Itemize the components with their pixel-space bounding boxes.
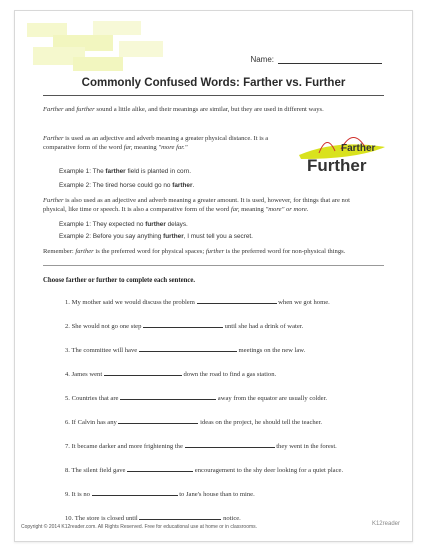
farther-further-word-art [297,129,387,177]
name-field[interactable] [250,54,382,64]
question-text: 1. My mother said we would discuss the problem [65,299,197,306]
farther-example-2: Example 2: The tired horse could go no farther. [59,182,195,189]
question-row [65,488,255,498]
answer-blank[interactable] [92,488,178,496]
question-row [65,320,303,330]
farther-example-1: Example 1: The farther field is planted in corn. [59,168,192,175]
question-text: 4. James went [65,371,104,378]
question-text: 2. She would not go one step [65,323,144,330]
question-row [65,392,327,402]
answer-blank[interactable] [118,416,198,424]
further-art-text: Further [307,156,367,175]
question-row [65,368,276,378]
title-rule [43,95,384,96]
question-text-end: they went in the forest. [274,443,337,450]
further-example-1: Example 1: They expected no further delays. [59,221,188,228]
copyright-footer: Copyright © 2014 K12reader.com. All Rights Reserved. Free for educational use at home or in classrooms. [21,524,258,530]
question-text-end: ideas on the project, he should tell the teacher. [198,419,323,426]
remember-note: Remember: farther is the preferred word for physical spaces; further is the preferred word for non-physical things. [43,248,346,255]
worksheet-page [14,10,413,542]
name-label: Name: [250,55,274,64]
question-text: 8. The silent field gave [65,467,128,474]
question-text-end: when we got home. [276,299,330,306]
further-definition: Further is also used as an adjective and adverb meaning a greater amount. It is used, however, for things that are not physical, like time or speech. It is also a comparative form of the word far, meaning "more" or more. [43,197,350,213]
question-text-end: notice. [221,515,241,522]
question-row [65,464,343,474]
farther-definition: Farther is used as an adjective and adverb meaning a greater physical distance. It is a comparative form of the word far, meaning "more far." [43,135,269,151]
answer-blank[interactable] [143,320,223,328]
decorative-word-cloud [23,17,173,77]
question-row [65,416,322,426]
answer-blank[interactable] [127,464,193,472]
question-text-end: to Jane's house than to mine. [177,491,255,498]
answer-blank[interactable] [197,296,277,304]
answer-blank[interactable] [139,344,237,352]
question-text: 5. Countries that are [65,395,121,402]
question-text: 3. The committee will have [65,347,139,354]
question-row [65,344,305,354]
question-row [65,296,330,306]
section-divider [43,265,384,266]
answer-blank[interactable] [104,368,182,376]
question-text: 6. If Calvin has any [65,419,119,426]
question-text: 9. It is no [65,491,92,498]
farther-art-text: Farther [341,143,376,154]
question-text-end: until she had a drink of water. [223,323,304,330]
instructions: Choose farther or further to complete each sentence. [43,277,196,284]
intro-paragraph: Farther and further sound a little alike, and their meanings are similar, but they are used in different ways. [43,106,324,113]
name-line[interactable] [278,54,382,64]
logo-text: K12reader [371,521,400,527]
answer-blank[interactable] [185,440,275,448]
question-row [65,512,241,522]
k12reader-logo [372,521,400,527]
question-text-end: encouragement to the shy deer looking for a quiet place. [193,467,344,474]
answer-blank[interactable] [139,512,221,520]
page-title: Commonly Confused Words: Farther vs. Further [81,77,346,89]
further-example-2: Example 2: Before you say anything further, I must tell you a secret. [59,233,253,240]
question-text-end: meetings on the new law. [236,347,306,354]
answer-blank[interactable] [120,392,216,400]
question-text: 7. It became darker and more frightening the [65,443,185,450]
question-text-end: away from the equator are usually colder. [216,395,328,402]
question-text: 10. The store is closed until [65,515,140,522]
question-row [65,440,337,450]
question-text-end: down the road to find a gas station. [181,371,277,378]
